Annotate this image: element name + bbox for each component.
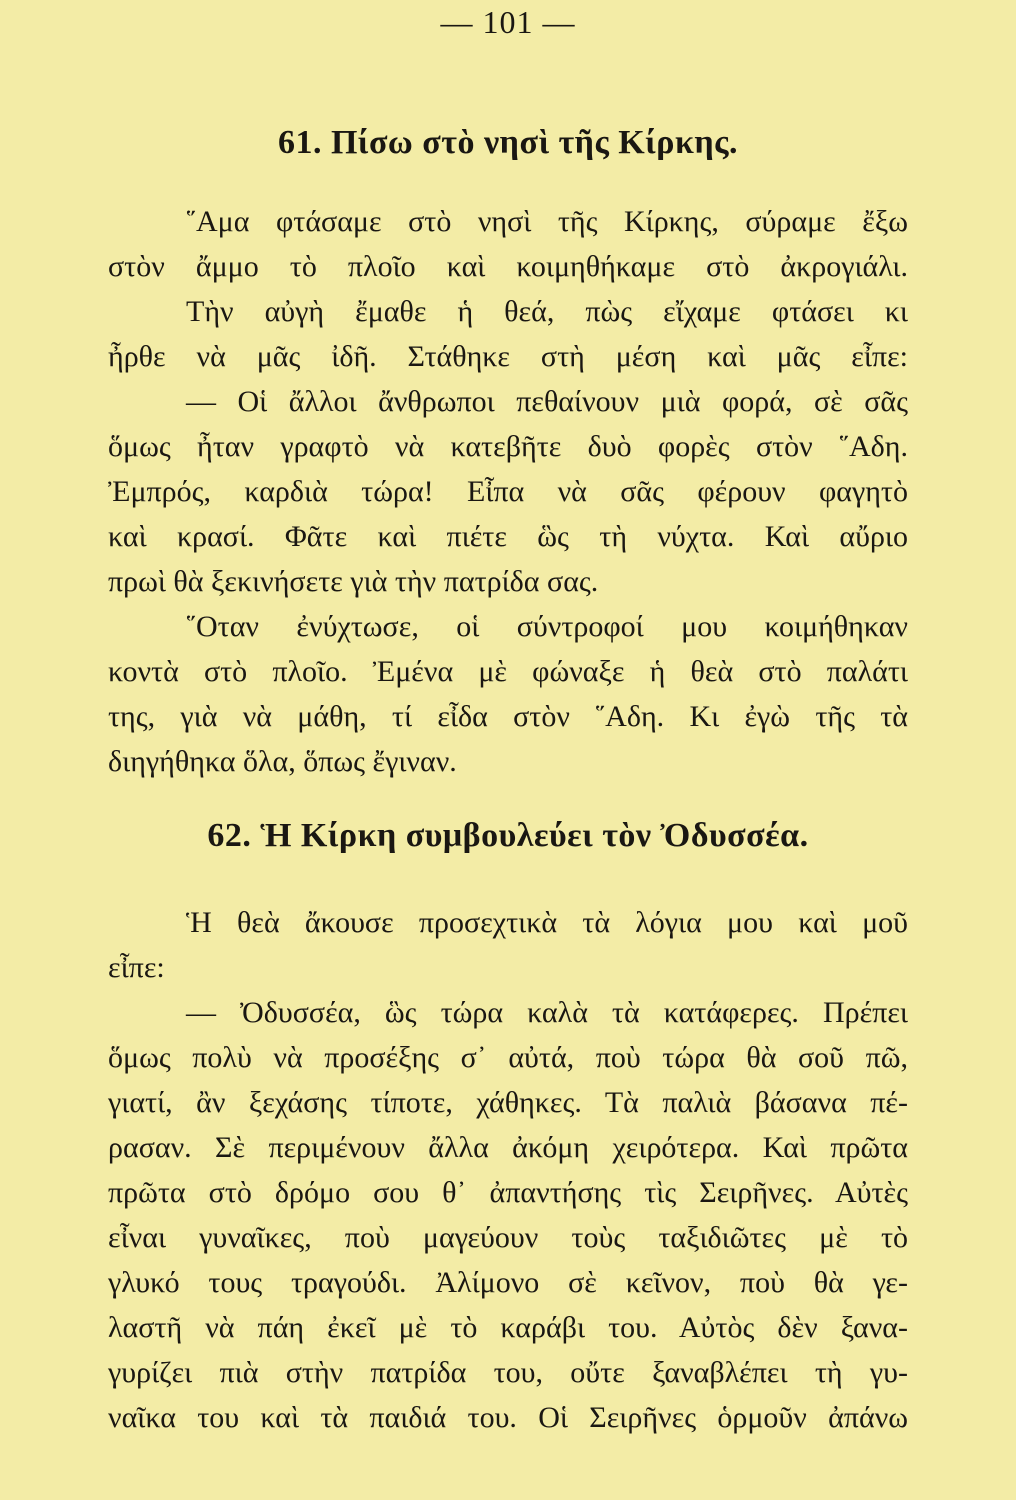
- text-line: Ἐμπρός, καρδιὰ τώρα! Εἶπα νὰ σᾶς φέρουν φαγητὸ: [108, 475, 908, 508]
- text-line: γλυκό τους τραγούδι. Ἀλίμονο σὲ κεῖνον, ποὺ θὰ γε-: [108, 1266, 908, 1299]
- text-line: ῞Αμα φτάσαμε στὸ νησὶ τῆς Κίρκης, σύραμε ἔξω: [186, 205, 908, 238]
- text-line: — Ὀδυσσέα, ὣς τώρα καλὰ τὰ κατάφερες. Πρέπει: [186, 996, 908, 1029]
- text-line: γιατί, ἂν ξεχάσης τίποτε, χάθηκες. Τὰ παλιὰ βάσανα πέ-: [108, 1086, 908, 1119]
- text-line: Τὴν αὐγὴ ἔμαθε ἡ θεά, πὼς εἴχαμε φτάσει κι: [186, 295, 908, 328]
- text-line: ῞Οταν ἐνύχτωσε, οἱ σύντροφοί μου κοιμήθηκαν: [186, 610, 908, 643]
- text-line: γυρίζει πιὰ στὴν πατρίδα του, οὔτε ξαναβλέπει τὴ γυ-: [108, 1356, 908, 1389]
- section-62-title: 62. Ἡ Κίρκη συμβουλεύει τὸν Ὀδυσσέα.: [207, 817, 809, 854]
- section-61-title: 61. Πίσω στὸ νησὶ τῆς Κίρκης.: [277, 124, 739, 161]
- section-61-body: [108, 199, 908, 784]
- text-line: εἶπε:: [108, 951, 165, 984]
- text-line: στὸν ἄμμο τὸ πλοῖο καὶ κοιμηθήκαμε στὸ ἀκρογιάλι.: [108, 250, 908, 283]
- text-line: ναῖκα του καὶ τὰ παιδιά του. Οἱ Σειρῆνες ὁρμοῦν ἀπάνω: [108, 1401, 908, 1434]
- text-line: ρασαν. Σὲ περιμένουν ἄλλα ἀκόμη χειρότερα. Καὶ πρῶτα: [108, 1131, 908, 1164]
- text-line: καὶ κρασί. Φᾶτε καὶ πιέτε ὣς τὴ νύχτα. Καὶ αὔριο: [108, 520, 908, 553]
- text-line: της, γιὰ νὰ μάθη, τί εἶδα στὸν ῞Αδη. Κι ἐγὼ τῆς τὰ: [108, 700, 908, 733]
- text-line: — Οἱ ἄλλοι ἄνθρωποι πεθαίνουν μιὰ φορά, σὲ σᾶς: [186, 385, 908, 418]
- section-62-body: [108, 900, 908, 1440]
- text-line: πρωὶ θὰ ξεκινήσετε γιὰ τὴν πατρίδα σας.: [108, 565, 599, 598]
- text-line: ὅμως πολὺ νὰ προσέξης σ᾽ αὐτά, ποὺ τώρα θὰ σοῦ πῶ,: [108, 1041, 908, 1074]
- text-line: λαστῆ νὰ πάη ἐκεῖ μὲ τὸ καράβι του. Αὐτὸς δὲν ξανα-: [108, 1311, 908, 1344]
- text-line: διηγήθηκα ὅλα, ὅπως ἔγιναν.: [108, 745, 457, 778]
- text-line: ἦρθε νὰ μᾶς ἰδῆ. Στάθηκε στὴ μέση καὶ μᾶς εἶπε:: [108, 340, 908, 373]
- text-line: ὅμως ἦταν γραφτὸ νὰ κατεβῆτε δυὸ φορὲς στὸν ῞Αδη.: [108, 430, 908, 463]
- text-line: κοντὰ στὸ πλοῖο. Ἐμένα μὲ φώναξε ἡ θεὰ στὸ παλάτι: [108, 655, 908, 688]
- text-line: πρῶτα στὸ δρόμο σου θ᾽ ἀπαντήσης τὶς Σειρῆνες. Αὐτὲς: [108, 1176, 908, 1209]
- text-line: Ἡ θεὰ ἄκουσε προσεχτικὰ τὰ λόγια μου καὶ μοῦ: [186, 906, 908, 939]
- page-number: — 101 —: [440, 4, 576, 40]
- text-line: εἶναι γυναῖκες, ποὺ μαγεύουν τοὺς ταξιδιῶτες μὲ τὸ: [108, 1221, 908, 1254]
